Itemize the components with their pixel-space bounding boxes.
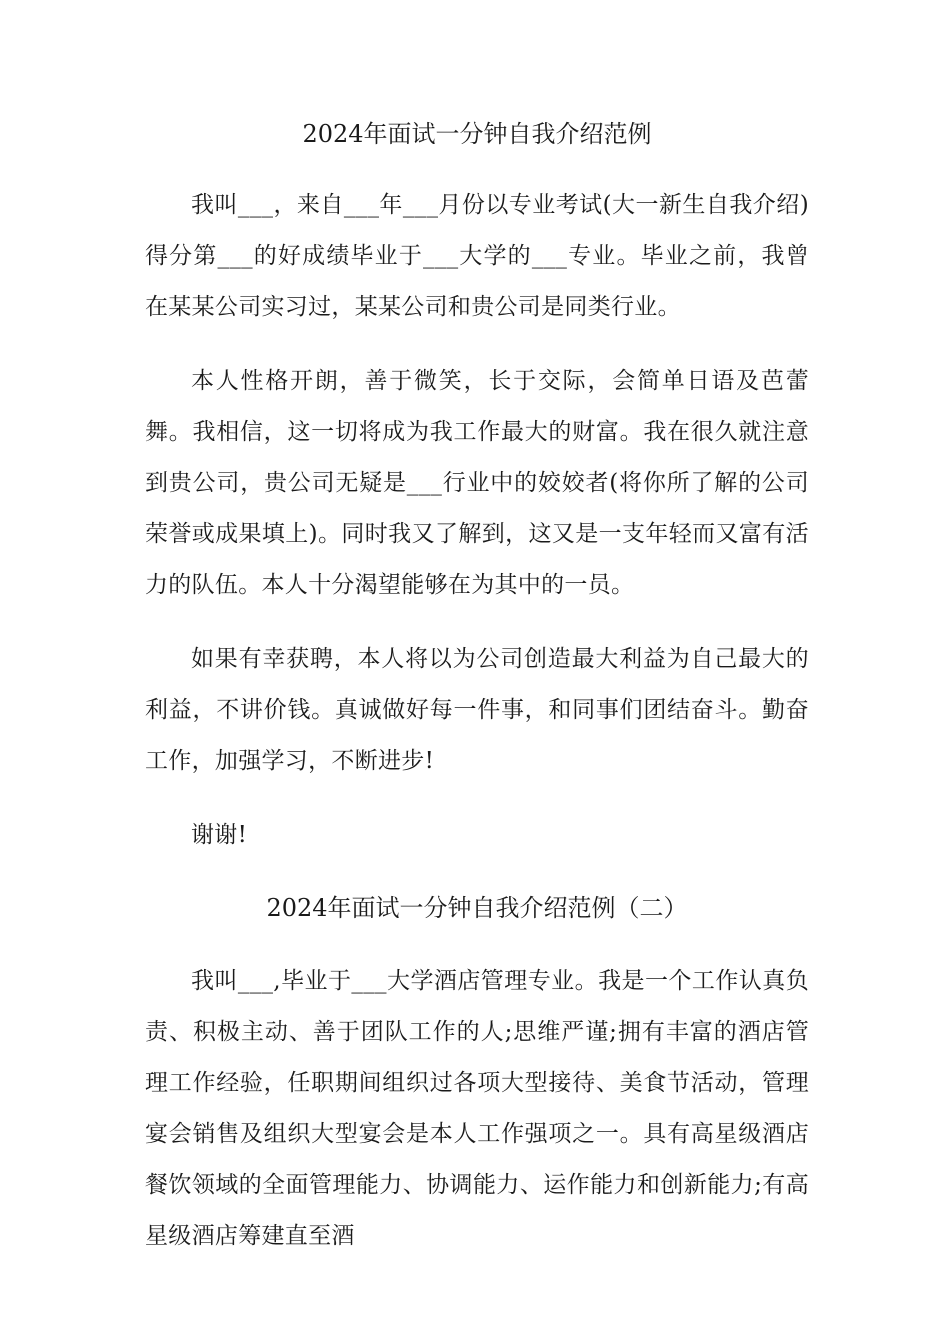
section-2-paragraph-1: 我叫___,毕业于___大学酒店管理专业。我是一个工作认真负责、积极主动、善于团队工作的人;思维严谨;拥有丰富的酒店管理工作经验，任职期间组织过各项大型接待、美食节活动，管理宴会销售及组织大型宴会是本人工作强项之一。具有高星级酒店餐饮领域的全面管理能力、协调能力、运作能力和创新能力;有高星级酒店筹建直至酒: [145, 968, 809, 1249]
section-1-paragraph-3: 如果有幸获聘，本人将以为公司创造最大利益为自己最大的利益，不讲价钱。真诚做好每一件事，和同事们团结奋斗。勤奋工作，加强学习，不断进步!: [145, 646, 809, 774]
section-1-closing: 谢谢!: [191, 822, 248, 848]
section-1-paragraph-1: 我叫___，来自___年___月份以专业考试(大一新生自我介绍)得分第___的好成绩毕业于___大学的___专业。毕业之前，我曾在某某公司实习过，某某公司和贵公司是同类行业。: [145, 192, 809, 320]
section-1-paragraph-2: 本人性格开朗，善于微笑，长于交际，会简单日语及芭蕾舞。我相信，这一切将成为我工作最大的财富。我在很久就注意到贵公司，贵公司无疑是___行业中的姣姣者(将你所了解的公司荣誉或成果填上)。同时我又了解到，这又是一支年轻而又富有活力的队伍。本人十分渴望能够在为其中的一员。: [145, 368, 809, 598]
section-2-title: 2024年面试一分钟自我介绍范例（二）: [266, 894, 688, 922]
section-1-title: 2024年面试一分钟自我介绍范例: [302, 120, 652, 148]
document-page: [145, 110, 809, 1262]
